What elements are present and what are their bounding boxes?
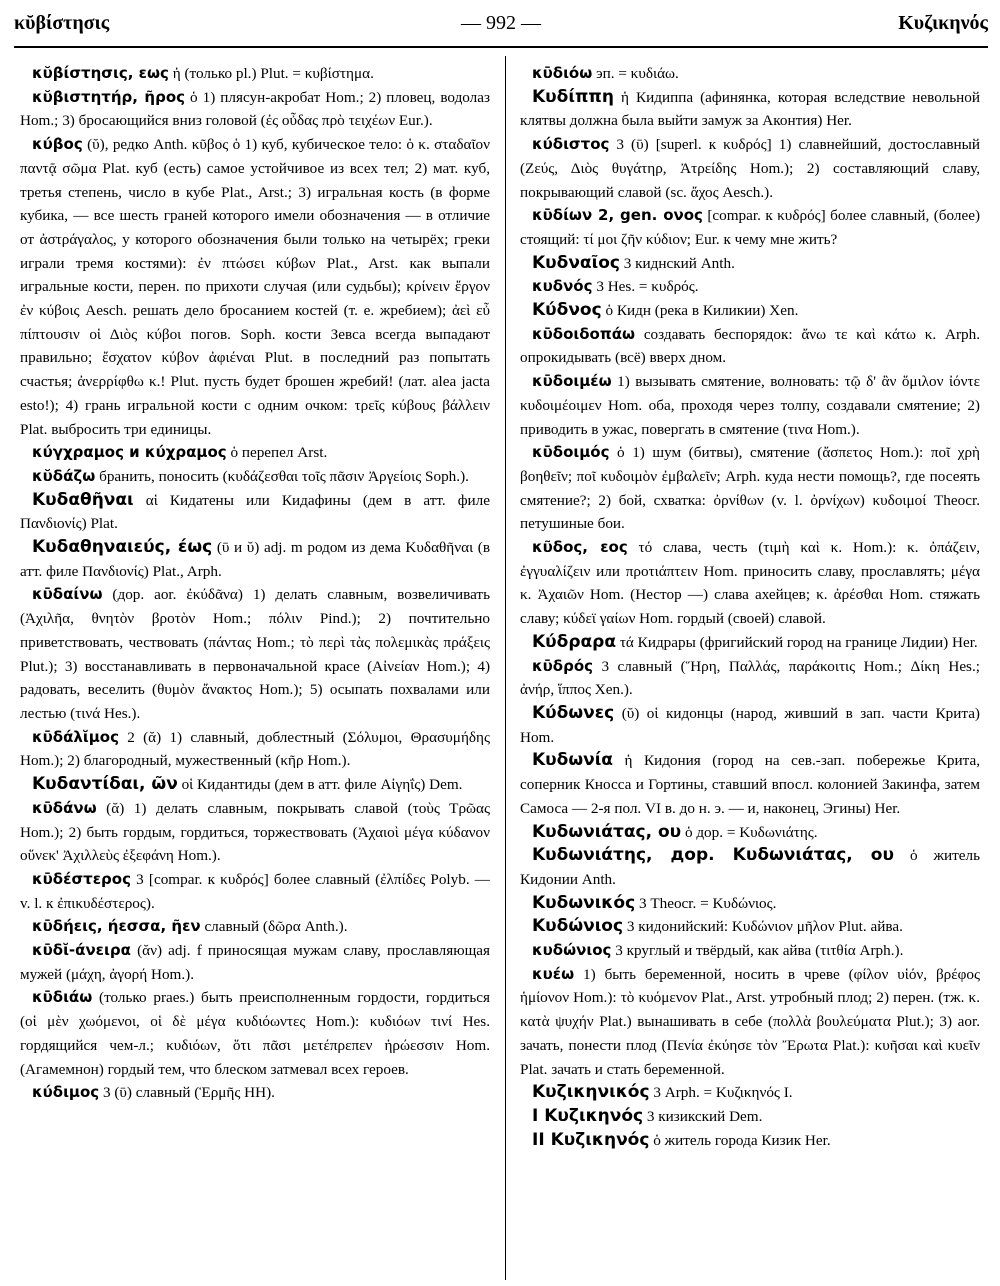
entry-definition: ὁ житель города Кизик Her. [649, 1131, 831, 1149]
entry-headword: Κυδαθῆναι [32, 489, 134, 510]
dictionary-entry [520, 275, 980, 299]
entry-headword: κῠδάζω [32, 466, 96, 485]
entry-definition: (ῠ), редко Anth. κῦβος ὁ 1) куб, кубическое тело: ὁ κ. σταδαῖον παντᾷ σῶμα Plat. куб (есть) самое устойчивое из всех тел; 2) мат. куб, третья степень, число в кубе Plat., Arst.; 3) игральная кость (в форме кубика, — все шесть граней которого имели обозначения — в отличие от ἀστράγαλος, у которого обозначения были только на четырёх; греки играли тремя костями): ἐν πτώσει κύβων Plat., Arst. как выпали игральные кости, перен. по прихоти случая (или судьбы); κρίνειν ἔργον ἐν κύβοις Aesch. решать дело бросанием костей (т. е. жребием); ἀεὶ εὖ πίπτουσιν οἱ Διὸς κύβοι погов. Soph. кости Зевса всегда выпадают правильно; ἔσχατον κύβον ἀφιέναι Plut. в последний раз попытать счастья; ἀνερρίφθω κ.! Plut. пусть будет брошен жребий! (лат. alea jacta esto!); 4) грань игральной кости с одним очком: τρεῖς κύβους βάλλειν Plat. выбросить три единицы. [20, 136, 490, 438]
entry-definition: 3 Theocr. = Κυδώνιος. [635, 894, 777, 912]
entry-headword: Κυδωνία [532, 750, 613, 771]
entry-headword: κῡδῐ-άνειρα [32, 941, 131, 960]
entry-headword: κῡδρός [532, 656, 594, 675]
entry-definition: ὁ 1) плясун-акробат Hom.; 2) пловец, водолаз Hom.; 3) бросающийся вниз головой (ἐς οὖδας πρὸ τειχέων Eur.). [20, 88, 491, 130]
dictionary-entry [520, 749, 980, 820]
entry-definition: αἱ Кидатены или Кидафины (дем в атт. филе Πανδιονίς) Plat. [20, 491, 490, 533]
entry-definition: эп. = κυδιάω. [592, 65, 679, 82]
entry-headword: Κυδωνιάτας, ου [532, 821, 682, 842]
dictionary-entry [20, 986, 490, 1081]
entry-headword: κυδώνιος [532, 941, 612, 960]
entry-definition: бранить, поносить (κυδάζεσθαι τοῖς πᾶσιν Ἀργείοις Soph.). [95, 467, 469, 485]
entry-definition: [compar. к κυδρός] более славный, (более) стоящий: τί μοι ζῆν κύδιον; Eur. к чему мне жить? [520, 207, 981, 248]
dictionary-entry [20, 773, 490, 797]
entry-definition: 3 кидонийский: Κυδώνιον μῆλον Plut. айва. [623, 918, 903, 936]
entry-definition: (ῡ и ῠ) adj. m родом из дема Κυδαθῆναι (в атт. филе Πανδιονίς) Plat., Arph. [20, 539, 491, 580]
dictionary-entry [520, 299, 980, 323]
column-divider [505, 56, 506, 1280]
dictionary-entry [20, 868, 490, 915]
entry-headword: Κύδραρα [532, 631, 617, 652]
dictionary-entry [520, 86, 980, 133]
dictionary-entry [520, 441, 980, 536]
entry-headword: κύβος [32, 135, 83, 154]
entry-definition: ἡ Кидония (город на сев.-зап. побережье Крита, соперник Кносса и Гортины, ставший впосл. колонией Закинфа, затем Самоса — 2-я пол. VI в. до н. э. — и, наконец, Эгины) Her. [520, 752, 980, 817]
dictionary-entry [520, 370, 980, 441]
dictionary-entry [20, 465, 490, 489]
dictionary-entry [520, 536, 980, 631]
entry-headword: Κύδνος [532, 300, 602, 321]
dictionary-entry [520, 62, 980, 86]
entry-definition: 1) вызывать смятение, волновать: τῷ δ' ἂν ὅμιλον ἰόντε κυδοιμέοιμεν Hom. оба, проходя через толпу, создавали смятение; 2) приводить в ужас, повергать в смятение (τινα Hom.). [520, 373, 980, 438]
entry-headword: κῡδοιδοπάω [532, 324, 636, 343]
dictionary-entry [20, 489, 490, 536]
header-first-headword: κῠβίστησις [14, 12, 110, 34]
dictionary-entry [520, 939, 980, 963]
entry-headword: κῡδάλῐμος [32, 727, 119, 746]
entry-headword: κῡδοιμέω [532, 372, 612, 391]
dictionary-entry [20, 536, 490, 583]
dictionary-entry [20, 939, 490, 986]
dictionary-entry [520, 1105, 980, 1129]
header-last-headword: Κυζικηνός [898, 12, 988, 34]
dictionary-entry [520, 1081, 980, 1105]
dictionary-entry [520, 915, 980, 939]
entry-definition: ὁ перепел Arst. [226, 444, 328, 462]
entry-headword: Κύδωνες [532, 702, 615, 723]
entry-definition: ὁ дор. = Κυδωνιάτης. [681, 823, 818, 841]
dictionary-entry [520, 1129, 980, 1153]
entry-headword: κυέω [532, 964, 575, 983]
entry-headword: Κυδαντίδαι, ῶν [32, 774, 178, 795]
entry-headword: κυδνός [532, 277, 593, 296]
entry-headword: κῡδίων 2, gen. ονος [532, 206, 703, 225]
entry-headword: II Κυζικηνός [532, 1129, 650, 1150]
entry-definition: 3 славный (Ἥρη, Παλλάς, παράκοιτις Hom.; Δίκη Hes.; ἀνήρ, ἵππος Xen.). [520, 657, 980, 699]
dictionary-entry [520, 702, 980, 749]
dictionary-entry [20, 86, 490, 133]
entry-definition: создавать беспорядок: ἄνω τε καὶ κάτω κ. Arph. опрокидывать (всё) вверх дном. [520, 325, 980, 367]
dictionary-entry [520, 252, 980, 276]
entry-headword: κῦδος, εος [532, 538, 628, 557]
entry-headword: κῡδοιμός [532, 443, 610, 462]
dictionary-entry [520, 323, 980, 370]
dictionary-entry [20, 441, 490, 465]
entry-headword: Κυδωνιάτης, дор. Κυδωνιάτας, ου [532, 845, 894, 866]
entry-definition: ὁ Кидн (река в Киликии) Xen. [601, 302, 799, 320]
header-rule [14, 46, 988, 48]
entry-headword: Κυδαθηναιεύς, έως [32, 537, 213, 558]
entry-headword: Κυδίππη [532, 86, 614, 107]
entry-headword: κύδιμος [32, 1083, 100, 1102]
entry-headword: Κυδώνιος [532, 916, 624, 937]
dictionary-entry [20, 915, 490, 939]
entry-definition: τό слава, честь (τιμὴ καὶ κ. Hom.): κ. ὀπάζειν, ἐγγυαλίζειν или προτιάπτειν Hom. приносить славу, прославлять; μέγα κ. Ἀχαιῶν Hom. (Нестор —) слава ахейцев; κ. ἀρέσθαι Hom. стяжать славу; κύδεϊ γαίων Hom. гордый (своей) славой. [520, 539, 980, 628]
page-number: — 992 — [461, 12, 541, 34]
entry-definition: (ᾰ) 1) делать славным, покрывать славой (τοὺς Τρῶας Hom.); 2) быть гордым, гордиться, торжествовать (Ἀχαιοὶ μέγα κύδανον οὕνεκ' Ἀχιλλεὺς ἐξεφάνη Hom.). [20, 799, 490, 865]
dictionary-entry [520, 655, 980, 702]
dictionary-entry [520, 963, 980, 1082]
entry-definition: 3 круглый и твёрдый, как айва (τιτθία Arph.). [611, 942, 904, 960]
entry-definition: ὁ житель Кидонии Anth. [520, 847, 981, 888]
entry-definition: 3 Hes. = κυδρός. [592, 278, 699, 296]
entry-definition: (только praes.) быть преисполненным гордости, гордиться (οἱ μὲν χωόμενοι, οἱ δὲ μέγα κυδιόωντες Hom.): κυδιόων τινί Hes. гордящийся чем-л.; κυδιόων, ὅτι πᾶσι μετέπρεπεν ἡρώεσσιν Hom. (Агамемнон) гордый тем, что блеском затмевал всех героев. [20, 989, 490, 1078]
entry-definition: 1) быть беременной, носить в чреве (φίλον υἱόν, βρέφος ἡμίονον Hom.): τὸ κυόμενον Plat., Arst. утробный плод; 2) перен. (тж. κ. κατὰ ψυχήν Plat.) вынашивать в себе (πολλὰ βουλεύματα Plut.); 3) aor. зачать, понести плод (Πενία ἐκύησε τὸν Ἔρωτα Plat.): κυῆσαι καὶ κυεῖν Plat. зачать и стать беременной. [520, 965, 980, 1078]
entry-definition: славный (δῶρα Anth.). [200, 918, 348, 936]
entry-definition: ἡ Кидиппа (афинянка, которая вследствие невольной клятвы должна была выйти замуж за Аконтия) Her. [520, 88, 980, 130]
entry-headword: κῡδήεις, ήεσσα, ῆεν [32, 917, 201, 936]
page-header [14, 8, 988, 42]
entry-headword: κῡδάνω [32, 798, 97, 817]
entry-definition: 2 (ᾰ) 1) славный, доблестный (Σόλυμοι, Θρασυμήδης Hom.); 2) благородный, мужественный (κῆρ Hom.). [20, 728, 490, 770]
entry-definition: (дор. aor. ἐκύδᾶνα) 1) делать славным, возвеличивать (Ἀχιλῆα, θνητὸν βροτὸν Hom.; πόλιν Pind.); 2) почтительно приветствовать, чествовать (πάντας Hom.; τὸ περὶ τὰς πολεμικὰς πράξεις Plut.); 3) восстанавливать в первоначальной красе (Αἰνείαν Hom.); 4) радовать, веселить (θυμὸν ἄνακτος Hom.); 5) осыпать похвалами или лестью (τινά Hes.). [20, 586, 490, 722]
dictionary-entry [20, 726, 490, 773]
entry-definition: 3 киднский Anth. [619, 254, 735, 272]
entry-headword: I Κυζικηνός [532, 1105, 644, 1126]
entry-headword: Κυδναῖος [532, 252, 620, 273]
entry-definition: 3 кизикский Dem. [643, 1107, 763, 1125]
entry-headword: κῡδιάω [32, 988, 93, 1007]
entry-headword: κύδιστος [532, 135, 610, 154]
entry-headword: Κυδωνικός [532, 892, 636, 913]
dictionary-entry [20, 62, 490, 86]
entry-headword: κῡδιόω [532, 64, 593, 82]
entry-headword: κῡδαίνω [32, 585, 103, 604]
dictionary-entry [20, 1081, 490, 1105]
left-column [20, 62, 490, 1105]
entry-headword: κύγχραμος и κύχραμος [32, 443, 227, 462]
entry-definition: 3 Arph. = Κυζικηνός I. [649, 1084, 793, 1102]
entry-definition: τά Кидрары (фригийский город на границе Лидии) Her. [616, 633, 978, 651]
dictionary-entry [520, 133, 980, 204]
entry-definition: 3 (ῡ) [superl. к κυδρός] 1) славнейший, достославный (Ζεύς, Διὸς θυγάτηρ, Ἀτρείδης Hom.); 2) составляющий славу, покрывающий славой (sc. ἄχος Aesch.). [520, 136, 980, 201]
entry-definition: (ᾰν) adj. f приносящая мужам славу, прославляющая мужей (μάχη, ἀγορή Hom.). [20, 942, 490, 983]
dictionary-entry [520, 844, 980, 891]
entry-definition: 3 [compar. к κυδρός] более славный (ἐλπίδες Polyb. — v. l. к ἐπικυδέστερος). [20, 870, 490, 912]
entry-headword: κῠβίστησις, εως [32, 64, 169, 82]
entry-definition: (ῠ) οἱ кидонцы (народ, живший в зап. части Крита) Hom. [520, 704, 980, 746]
entry-definition: οἱ Кидантиды (дем в атт. филе Αἰγηΐς) Dem. [177, 776, 463, 794]
entry-definition: 3 (ῡ) славный (Ἑρμῆς HH). [99, 1084, 275, 1102]
right-column [520, 62, 980, 1152]
dictionary-entry [520, 631, 980, 655]
entry-definition: ὁ 1) шум (битвы), смятение (ἄσπετος Hom.): ποῖ χρὴ βοηθεῖν; ποῖ κυδοιμὸν ἐμβαλεῖν; Arph. куда нести помощь?, где посеять смятение?; 2) бой, схватка: ὀρνίθων (v. l. ὀρνίχων) κυδοιμοί Theocr. петушиные бои. [520, 444, 980, 533]
dictionary-entry [20, 797, 490, 868]
entry-definition: ἡ (только pl.) Plut. = κυβίστημα. [168, 65, 374, 82]
entry-headword: κῠβιστητήρ, ῆρος [32, 87, 186, 106]
dictionary-entry [520, 204, 980, 251]
dictionary-entry [520, 892, 980, 916]
dictionary-entry [20, 133, 490, 441]
entry-headword: κῡδέστερος [32, 869, 131, 888]
dictionary-entry [520, 821, 980, 845]
entry-headword: Κυζικηνικός [532, 1082, 650, 1103]
dictionary-entry [20, 583, 490, 725]
